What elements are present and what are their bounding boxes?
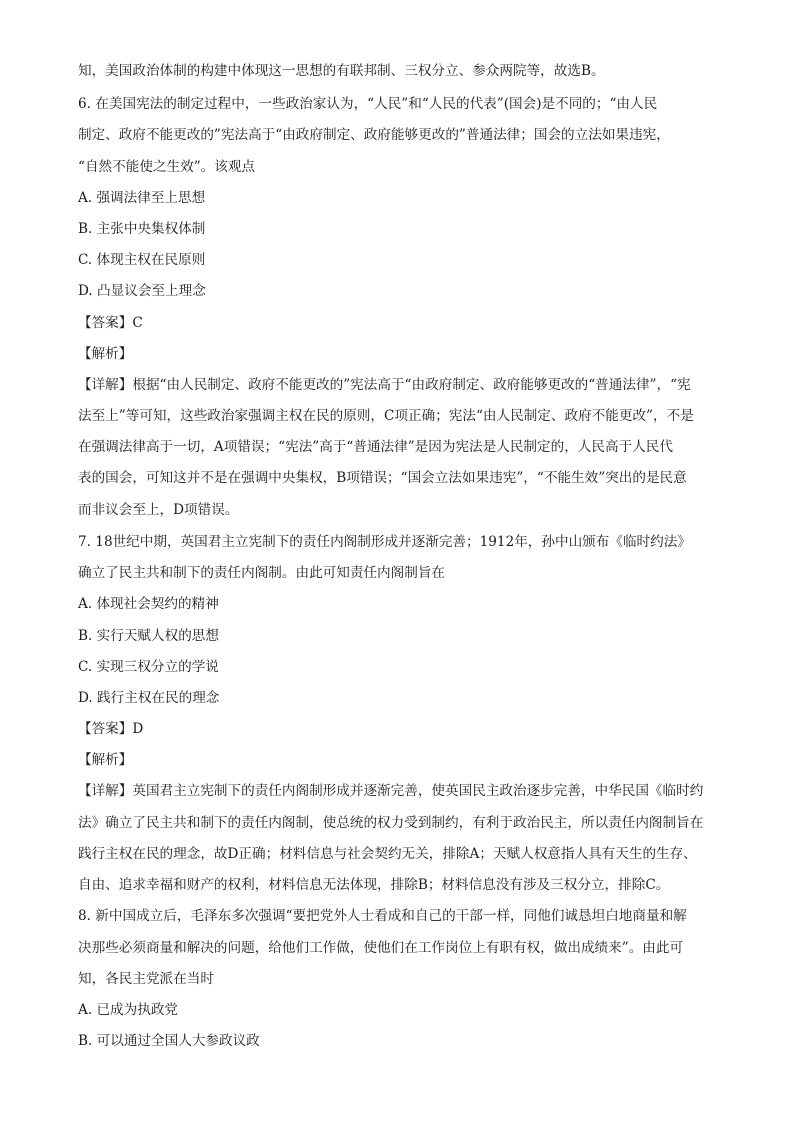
option-c: C. 实现三权分立的学说 [78, 659, 219, 675]
explanation-line: 【详解】根据“由人民制定、政府不能更改的”宪法高于“由政府制定、政府能够更改的“普通法律”，“宪 [78, 377, 691, 393]
option-b: B. 实行天赋人权的思想 [78, 628, 219, 644]
explanation-line: 法》确立了民主共和制下的责任内阁制，使总统的权力受到制约，有利于政治民主，所以责任内阁制旨在 [78, 815, 704, 831]
explanation-line: 践行主权在民的理念，故D正确；材料信息与社会契约无关，排除A；天赋人权意指人具有天生的生存、 [78, 846, 697, 862]
option-b: B. 主张中央集权体制 [78, 221, 206, 237]
option-d: D. 践行主权在民的理念 [78, 690, 220, 706]
answer-label: 【答案】D [78, 721, 144, 737]
option-a: A. 已成为执政党 [78, 1002, 179, 1018]
analysis-label: 【解析】 [78, 346, 133, 362]
option-a: A. 体现社会契约的精神 [78, 596, 219, 612]
question-7-stem: 7. 18世纪中期，英国君主立宪制下的责任内阁制形成并逐渐完善；1912年，孙中山颁布《临时约法》 [78, 534, 691, 550]
explanation-line: 自由、追求幸福和财产的权利，材料信息无法体现，排除B；材料信息没有涉及三权分立，排除C。 [78, 877, 670, 893]
question-7-stem: 确立了民主共和制下的责任内阁制。由此可知责任内阁制旨在 [78, 565, 446, 581]
answer-label: 【答案】C [78, 315, 143, 331]
question-8-stem: 决那些必须商量和解决的问题，给他们工作做，使他们在工作岗位上有职有权，做出成绩来”。由此可 [78, 940, 684, 956]
question-8-stem: 知，各民主党派在当时 [78, 971, 214, 987]
option-b: B. 可以通过全国人大参政议政 [78, 1033, 260, 1049]
text-line: 知，美国政治体制的构建中体现这一思想的有联邦制、三权分立、参众两院等，故选B。 [78, 63, 605, 79]
question-6-stem: 6. 在美国宪法的制定过程中，一些政治家认为，“人民”和“人民的代表”(国会)是不同的；“由人民 [78, 96, 658, 112]
explanation-line: 【详解】英国君主立宪制下的责任内阁制形成并逐渐完善，使英国民主政治逐步完善，中华民国《临时约 [78, 783, 704, 799]
explanation-line: 而非议会至上，D项错误。 [78, 502, 239, 518]
option-d: D. 凸显议会至上理念 [78, 283, 206, 299]
question-6-stem: 制定、政府不能更改的”宪法高于“由政府制定、政府能够更改的”普通法律；国会的立法如果违宪， [78, 127, 670, 143]
explanation-line: 在强调法律高于一切，A项错误；“宪法”高于“普通法律”是因为宪法是人民制定的，人民高于人民代 [78, 439, 673, 455]
analysis-label: 【解析】 [78, 752, 133, 768]
option-a: A. 强调法律至上思想 [78, 190, 206, 206]
explanation-line: 表的国会，可知这并不是在强调中央集权，B项错误；“国会立法如果违宪”，“不能生效”突出的是民意 [78, 470, 687, 486]
question-6-stem: “自然不能使之生效”。该观点 [78, 159, 256, 175]
question-8-stem: 8. 新中国成立后，毛泽东多次强调“要把党外人士看成和自己的干部一样，同他们诚恳坦白地商量和解 [78, 908, 687, 924]
explanation-line: 法至上”等可知，这些政治家强调主权在民的原则，C项正确；宪法“由人民制定、政府不能更改”，不是 [78, 408, 694, 424]
option-c: C. 体现主权在民原则 [78, 252, 206, 268]
